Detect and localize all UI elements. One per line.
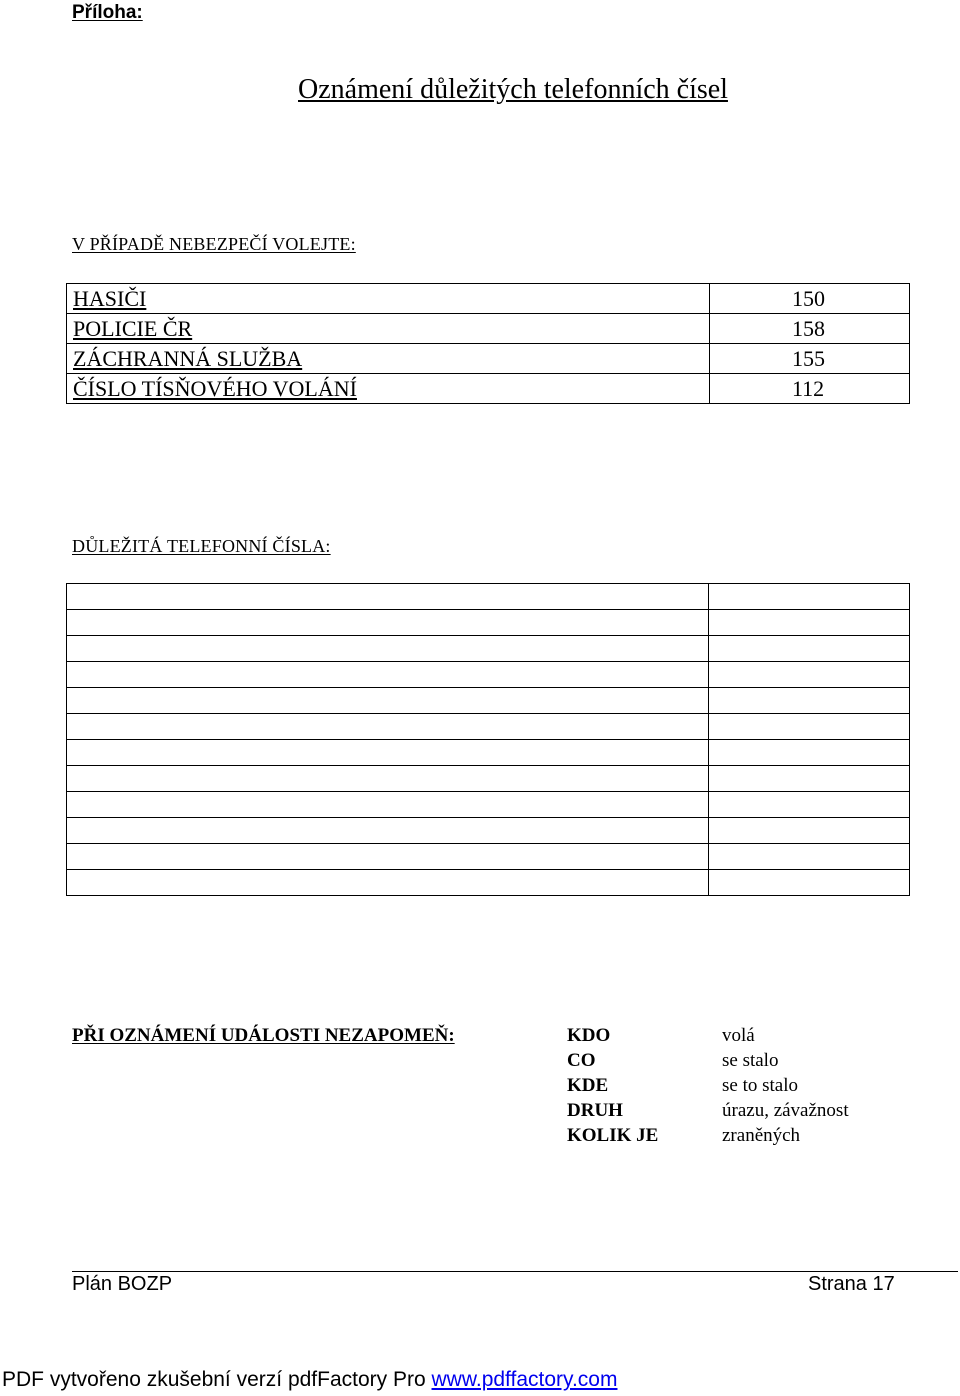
watermark-text: PDF vytvořeno zkušební verzí pdfFactory Pro bbox=[2, 1368, 426, 1391]
contact-name-cell[interactable] bbox=[67, 792, 709, 818]
contact-name-cell[interactable] bbox=[67, 766, 709, 792]
checklist-value: se stalo bbox=[722, 1050, 779, 1071]
contact-name-cell[interactable] bbox=[67, 688, 709, 714]
table-row bbox=[67, 792, 910, 818]
contact-number-cell[interactable] bbox=[709, 584, 910, 610]
important-section-heading: DŮLEŽITÁ TELEFONNÍ ČÍSLA: bbox=[72, 536, 331, 556]
table-row bbox=[67, 844, 910, 870]
contact-number-cell[interactable] bbox=[709, 610, 910, 636]
contact-name-cell[interactable] bbox=[67, 844, 709, 870]
contact-name-cell[interactable] bbox=[67, 662, 709, 688]
table-row bbox=[67, 870, 910, 896]
contact-name-cell[interactable] bbox=[67, 818, 709, 844]
service-name: HASIČI bbox=[67, 284, 710, 314]
report-checklist bbox=[72, 1025, 952, 1155]
checklist-value: zraněných bbox=[722, 1125, 801, 1146]
table-row bbox=[67, 740, 910, 766]
contact-number-cell[interactable] bbox=[709, 818, 910, 844]
checklist-value: úrazu, závažnost bbox=[722, 1100, 849, 1121]
checklist-key: KDE bbox=[567, 1075, 609, 1096]
table-row bbox=[67, 344, 910, 374]
table-row bbox=[67, 374, 910, 404]
contact-number-cell[interactable] bbox=[709, 870, 910, 896]
contact-number-cell[interactable] bbox=[709, 662, 910, 688]
contact-name-cell[interactable] bbox=[67, 870, 709, 896]
service-number: 112 bbox=[710, 374, 910, 404]
service-number: 158 bbox=[710, 314, 910, 344]
footer-document-name: Plán BOZP bbox=[72, 1273, 173, 1295]
contact-name-cell[interactable] bbox=[67, 740, 709, 766]
checklist-key: DRUH bbox=[567, 1100, 623, 1121]
contact-name-cell[interactable] bbox=[67, 584, 709, 610]
contact-number-cell[interactable] bbox=[709, 714, 910, 740]
contact-number-cell[interactable] bbox=[709, 688, 910, 714]
contact-name-cell[interactable] bbox=[67, 714, 709, 740]
checklist-key: KOLIK JE bbox=[567, 1125, 659, 1146]
checklist-value: se to stalo bbox=[722, 1075, 798, 1096]
document-title: Oznámení důležitých telefonních čísel bbox=[298, 74, 728, 105]
checklist-key: KDO bbox=[567, 1025, 611, 1046]
table-row bbox=[67, 636, 910, 662]
table-row bbox=[67, 584, 910, 610]
report-section-heading: PŘI OZNÁMENÍ UDÁLOSTI NEZAPOMEŇ: bbox=[72, 1025, 455, 1046]
table-row bbox=[67, 314, 910, 344]
table-row bbox=[67, 284, 910, 314]
table-row bbox=[67, 818, 910, 844]
table-row bbox=[67, 610, 910, 636]
checklist-value: volá bbox=[722, 1025, 755, 1046]
table-row bbox=[67, 662, 910, 688]
contact-number-cell[interactable] bbox=[709, 740, 910, 766]
contact-number-cell[interactable] bbox=[709, 844, 910, 870]
danger-section-heading: V PŘÍPADĚ NEBEZPEČÍ VOLEJTE: bbox=[72, 234, 356, 254]
service-number: 150 bbox=[710, 284, 910, 314]
service-name: ZÁCHRANNÁ SLUŽBA bbox=[67, 344, 710, 374]
pdf-watermark bbox=[2, 1368, 617, 1392]
important-numbers-table bbox=[66, 583, 910, 896]
contact-number-cell[interactable] bbox=[709, 766, 910, 792]
contact-name-cell[interactable] bbox=[67, 610, 709, 636]
contact-name-cell[interactable] bbox=[67, 636, 709, 662]
watermark-link[interactable]: www.pdffactory.com bbox=[431, 1368, 618, 1391]
service-name: POLICIE ČR bbox=[67, 314, 710, 344]
contact-number-cell[interactable] bbox=[709, 636, 910, 662]
attachment-heading: Příloha: bbox=[72, 2, 143, 23]
footer-divider bbox=[72, 1271, 958, 1272]
emergency-numbers-table bbox=[66, 283, 910, 404]
service-name: ČÍSLO TÍSŇOVÉHO VOLÁNÍ bbox=[67, 374, 710, 404]
checklist-key: CO bbox=[567, 1050, 596, 1071]
contact-number-cell[interactable] bbox=[709, 792, 910, 818]
table-row bbox=[67, 766, 910, 792]
table-row bbox=[67, 714, 910, 740]
service-number: 155 bbox=[710, 344, 910, 374]
footer-page-number: Strana 17 bbox=[808, 1273, 895, 1295]
table-row bbox=[67, 688, 910, 714]
